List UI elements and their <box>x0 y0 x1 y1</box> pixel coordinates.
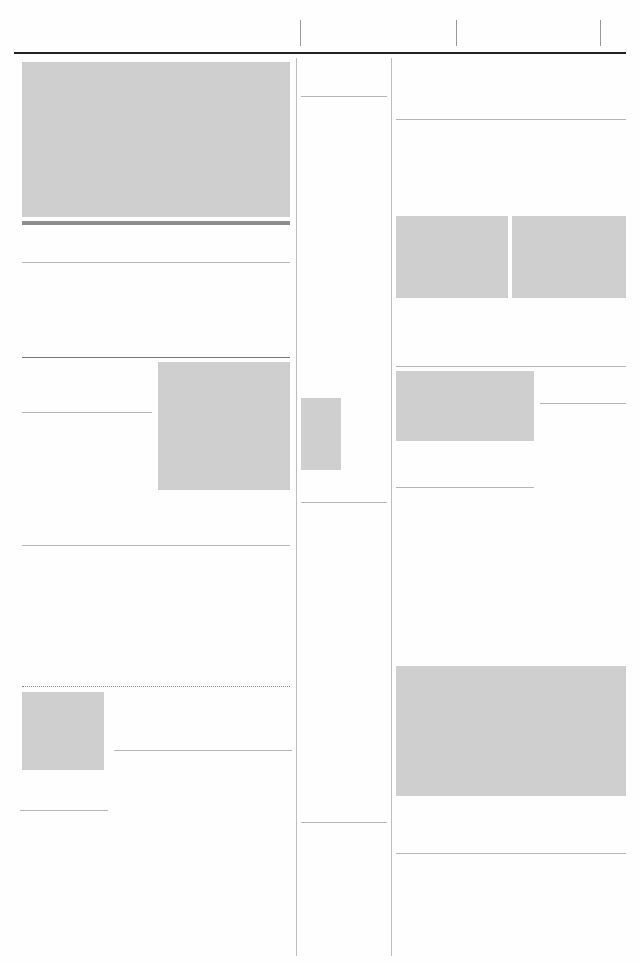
right-third-body-wrap <box>396 491 534 661</box>
photo-fuel-nozzle <box>396 216 508 298</box>
right-photo-caption-left <box>396 301 508 363</box>
mid-third-body-wrap <box>301 826 387 954</box>
mid-third-rule <box>301 822 387 823</box>
second-rule <box>22 412 152 413</box>
mid-top-body-wrap <box>301 100 387 440</box>
right-lead-body-wrap <box>396 123 626 211</box>
photo-paddy-field <box>22 62 290 217</box>
third-rule <box>22 545 290 546</box>
fourth-rule <box>20 810 108 811</box>
lead-body-wrap <box>22 266 290 352</box>
column-rule-2 <box>391 58 392 956</box>
right-lead-rule <box>396 119 626 120</box>
photo-arrested-man <box>22 692 104 770</box>
masthead-divider-left <box>300 20 301 46</box>
mid-second-rule <box>301 502 387 503</box>
second-byline-wrap <box>22 402 152 404</box>
right-third-rule <box>396 487 534 488</box>
fifth-byline-wrap <box>114 742 292 744</box>
masthead-divider-page <box>600 20 601 46</box>
photo-police-officers <box>396 371 534 441</box>
masthead-rule <box>14 52 626 54</box>
mid-top-rule <box>301 96 387 97</box>
second-body-wrap <box>22 416 152 541</box>
mid-second-byline-wrap <box>301 494 387 496</box>
fourth-body-wrap <box>20 814 108 954</box>
right-bottom-body-wrap <box>396 857 626 955</box>
column-rule-1 <box>296 58 297 956</box>
left-divider-1 <box>22 357 290 358</box>
left-divider-2 <box>22 686 290 687</box>
right-divider-1 <box>396 366 626 367</box>
photo-bou-mela-crowd <box>158 362 290 490</box>
lead-kicker-bar <box>22 221 290 225</box>
fifth-body-wrap <box>114 754 292 954</box>
right-photo-caption-right <box>512 301 626 363</box>
mid-top-byline-wrap <box>301 88 387 90</box>
fifth-rule <box>114 750 292 751</box>
right-second-rule <box>540 403 626 404</box>
mid-second-body-wrap <box>301 506 387 796</box>
masthead-divider-right <box>456 20 457 46</box>
right-bottom-rule <box>396 853 626 854</box>
fourth-byline-wrap <box>20 802 108 804</box>
masthead <box>0 0 640 58</box>
lead-kicker <box>22 221 290 225</box>
third-body-wrap <box>22 549 290 679</box>
lead-rule <box>22 262 290 263</box>
photo-mid-inset <box>301 398 341 470</box>
photo-fuel-queue <box>512 216 626 298</box>
right-lead-byline-wrap <box>396 110 626 112</box>
right-second-byline-wrap <box>540 395 626 397</box>
photo-human-chain <box>396 666 626 796</box>
